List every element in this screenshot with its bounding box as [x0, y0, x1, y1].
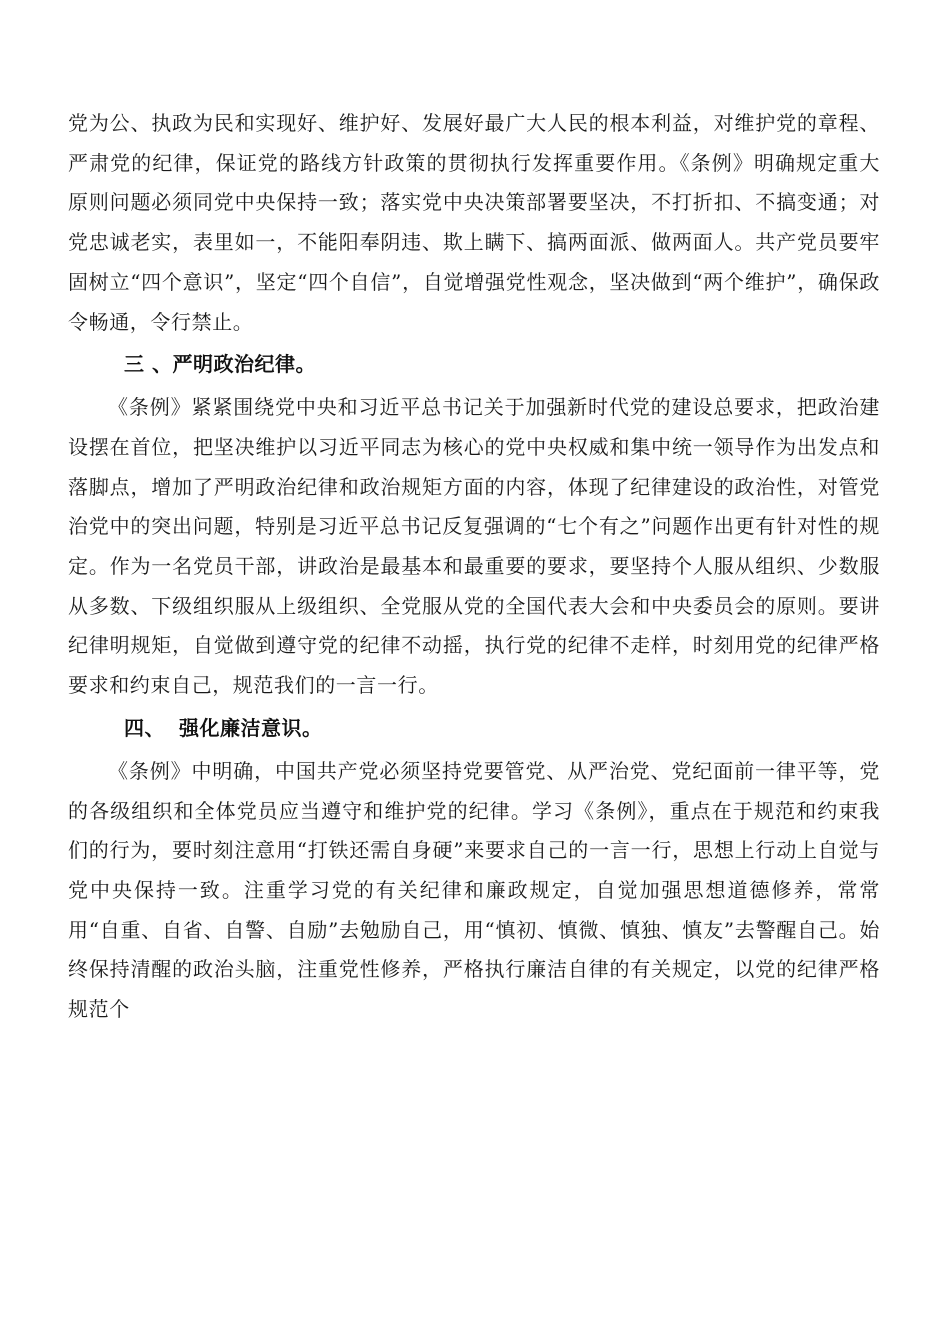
- section-title-4: 强化廉洁意识。: [179, 715, 323, 740]
- section-heading-3: [68, 344, 880, 384]
- document-body: [68, 104, 880, 1030]
- section-heading-4: [68, 708, 880, 748]
- section-number-3: 三 、: [124, 352, 173, 377]
- paragraph-continuation: 党为公、执政为民和实现好、维护好、发展好最广大人民的根本利益，对维护党的章程、严肃党的纪律，保证党的路线方针政策的贯彻执行发挥重要作用。《条例》明确规定重大原则问题必须同党中央保持一致；落实党中央决策部署要坚决，不打折扣、不搞变通；对党忠诚老实，表里如一，不能阳奉阴违、欺上瞒下、搞两面派、做两面人。共产党员要牢固树立“四个意识”，坚定“四个自信”，自觉增强党性观念，坚决做到“两个维护”，确保政令畅通，令行禁止。: [68, 111, 880, 334]
- section-title-3: 严明政治纪律。: [172, 352, 316, 377]
- paragraph-integrity: 《条例》中明确，中国共产党必须坚持党要管党、从严治党、党纪面前一律平等，党的各级组织和全体党员应当遵守和维护党的纪律。学习《条例》，重点在于规范和约束我们的行为，要时刻注意用“打铁还需自身硬”来要求自己的一言一行，思想上行动上自觉与党中央保持一致。注重学习党的有关纪律和廉政规定，自觉加强思想道德修养，常常用“自重、自省、自警、自励”去勉励自己，用“慎初、慎微、慎独、慎友”去警醒自己。始终保持清醒的政治头脑，注重党性修养，严格执行廉洁自律的有关规定，以党的纪律严格规范个: [68, 758, 880, 1022]
- section-number-4: 四、: [124, 715, 165, 740]
- paragraph-political-discipline: 《条例》紧紧围绕党中央和习近平总书记关于加强新时代党的建设总要求，把政治建设摆在首位，把坚决维护以习近平同志为核心的党中央权威和集中统一领导作为出发点和落脚点，增加了严明政治纪律和政治规矩方面的内容，体现了纪律建设的政治性，对管党治党中的突出问题，特别是习近平总书记反复强调的“七个有之”问题作出更有针对性的规定。作为一名党员干部，讲政治是最基本和最重要的要求，要坚持个人服从组织、少数服从多数、下级组织服从上级组织、全党服从党的全国代表大会和中央委员会的原则。要讲纪律明规矩，自觉做到遵守党的纪律不动摇，执行党的纪律不走样，时刻用党的纪律严格要求和约束自己，规范我们的一言一行。: [68, 395, 880, 698]
